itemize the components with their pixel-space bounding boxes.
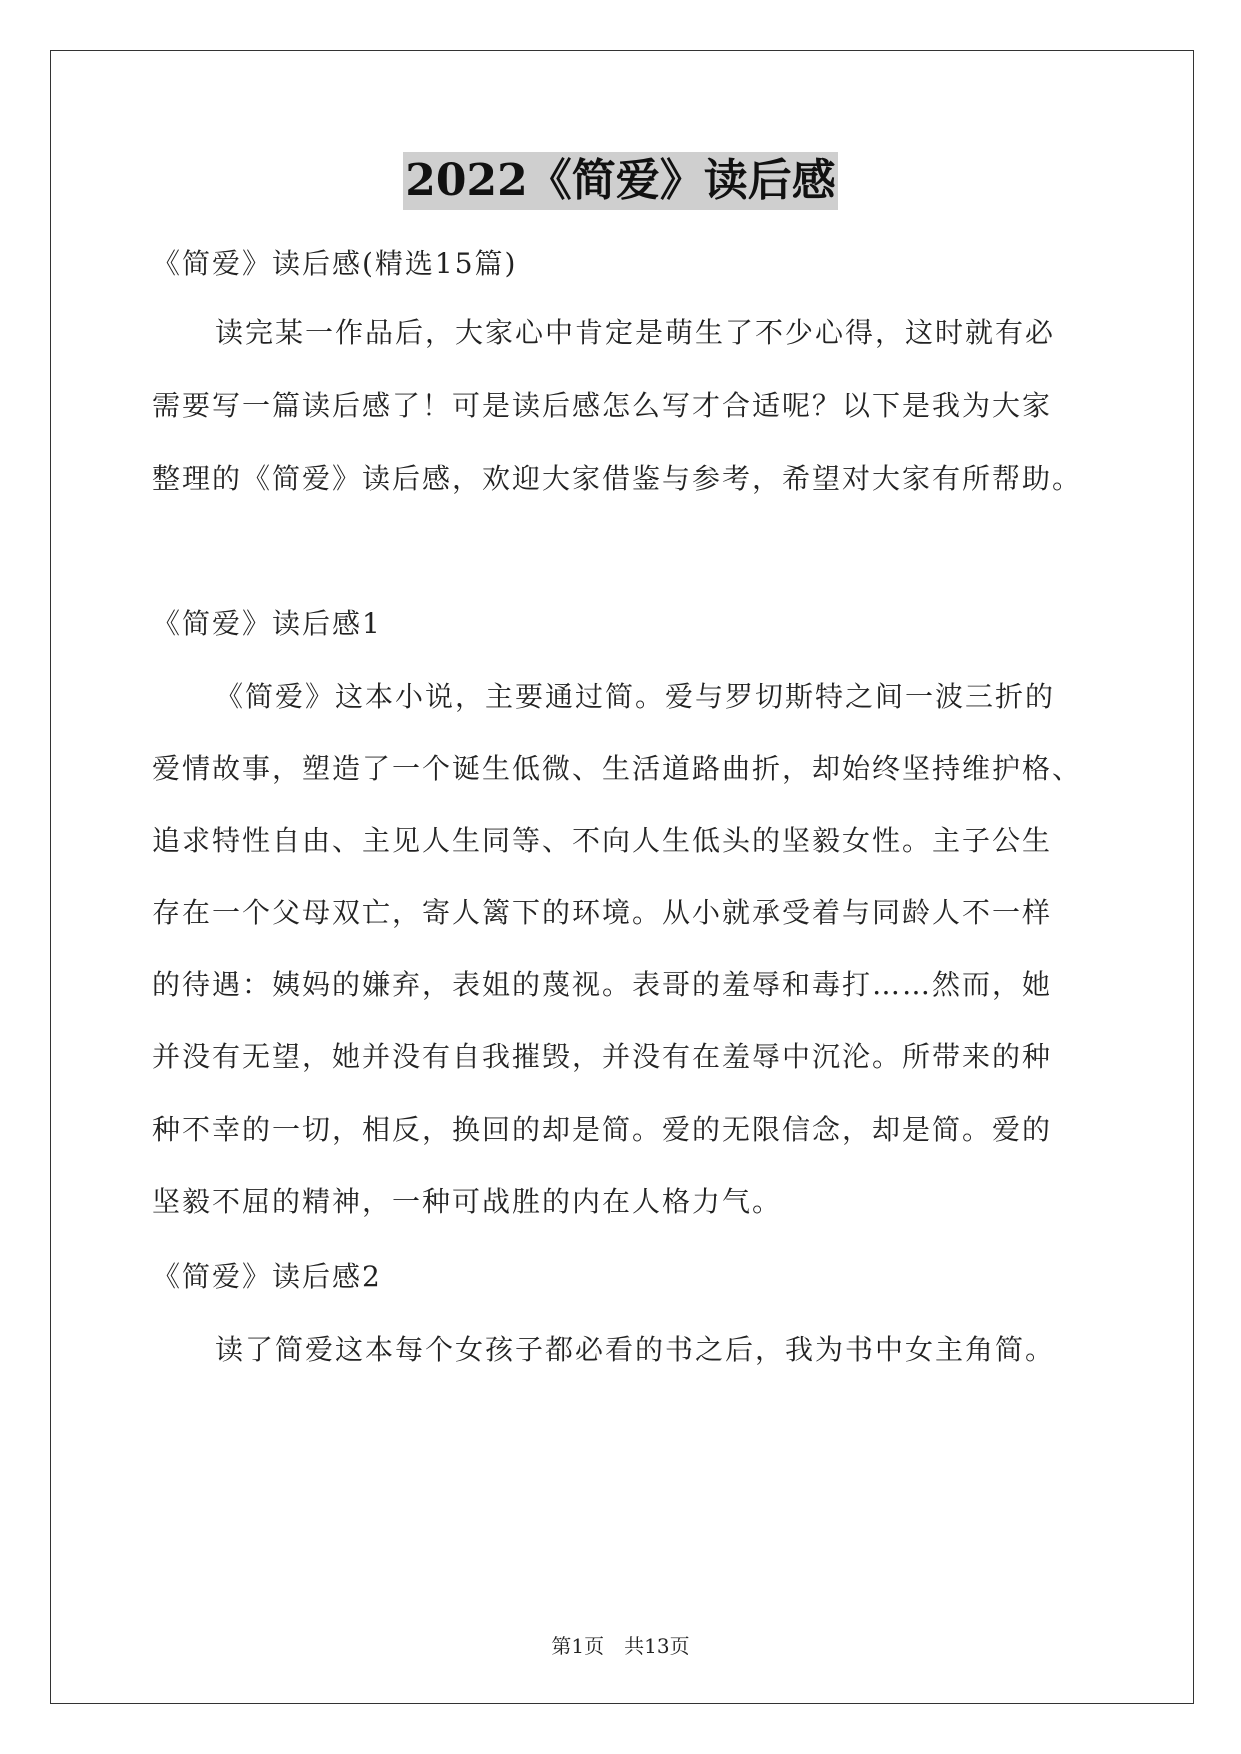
page-border [50, 50, 1194, 1704]
intro-line: 整理的《简爱》读后感，欢迎大家借鉴与参考，希望对大家有所帮助。 [152, 462, 1083, 495]
section1-line: 存在一个父母双亡，寄人篱下的环境。从小就承受着与同龄人不一样 [152, 896, 1053, 929]
document-title: 2022《简爱》读后感 [403, 152, 837, 210]
section1-line: 追求特性自由、主见人生同等、不向人生低头的坚毅女性。主子公生 [152, 824, 1053, 857]
intro-line: 需要写一篇读后感了！可是读后感怎么写才合适呢？以下是我为大家 [152, 389, 1053, 422]
section-heading-1: 《简爱》读后感1 [152, 607, 382, 640]
document-title-block [0, 152, 1241, 210]
section1-line: 的待遇：姨妈的嫌弃，表姐的蔑视。表哥的羞辱和毒打……然而，她 [152, 968, 1053, 1001]
section2-line: 读了简爱这本每个女孩子都必看的书之后，我为书中女主角简。 [215, 1333, 1056, 1366]
page-footer: 第1页 共13页 [551, 1634, 690, 1658]
section1-line: 并没有无望，她并没有自我摧毁，并没有在羞辱中沉沦。所带来的种 [152, 1040, 1053, 1073]
intro-line: 读完某一作品后，大家心中肯定是萌生了不少心得，这时就有必 [215, 316, 1056, 349]
subtitle: 《简爱》读后感(精选15篇) [152, 247, 518, 280]
section1-line: 《简爱》这本小说，主要通过简。爱与罗切斯特之间一波三折的 [215, 680, 1056, 713]
section1-line: 爱情故事，塑造了一个诞生低微、生活道路曲折，却始终坚持维护格、 [152, 752, 1083, 785]
section1-line: 坚毅不屈的精神，一种可战胜的内在人格力气。 [152, 1185, 783, 1218]
section1-line: 种不幸的一切，相反，换回的却是简。爱的无限信念，却是简。爱的 [152, 1113, 1053, 1146]
section-heading-2: 《简爱》读后感2 [152, 1260, 382, 1293]
